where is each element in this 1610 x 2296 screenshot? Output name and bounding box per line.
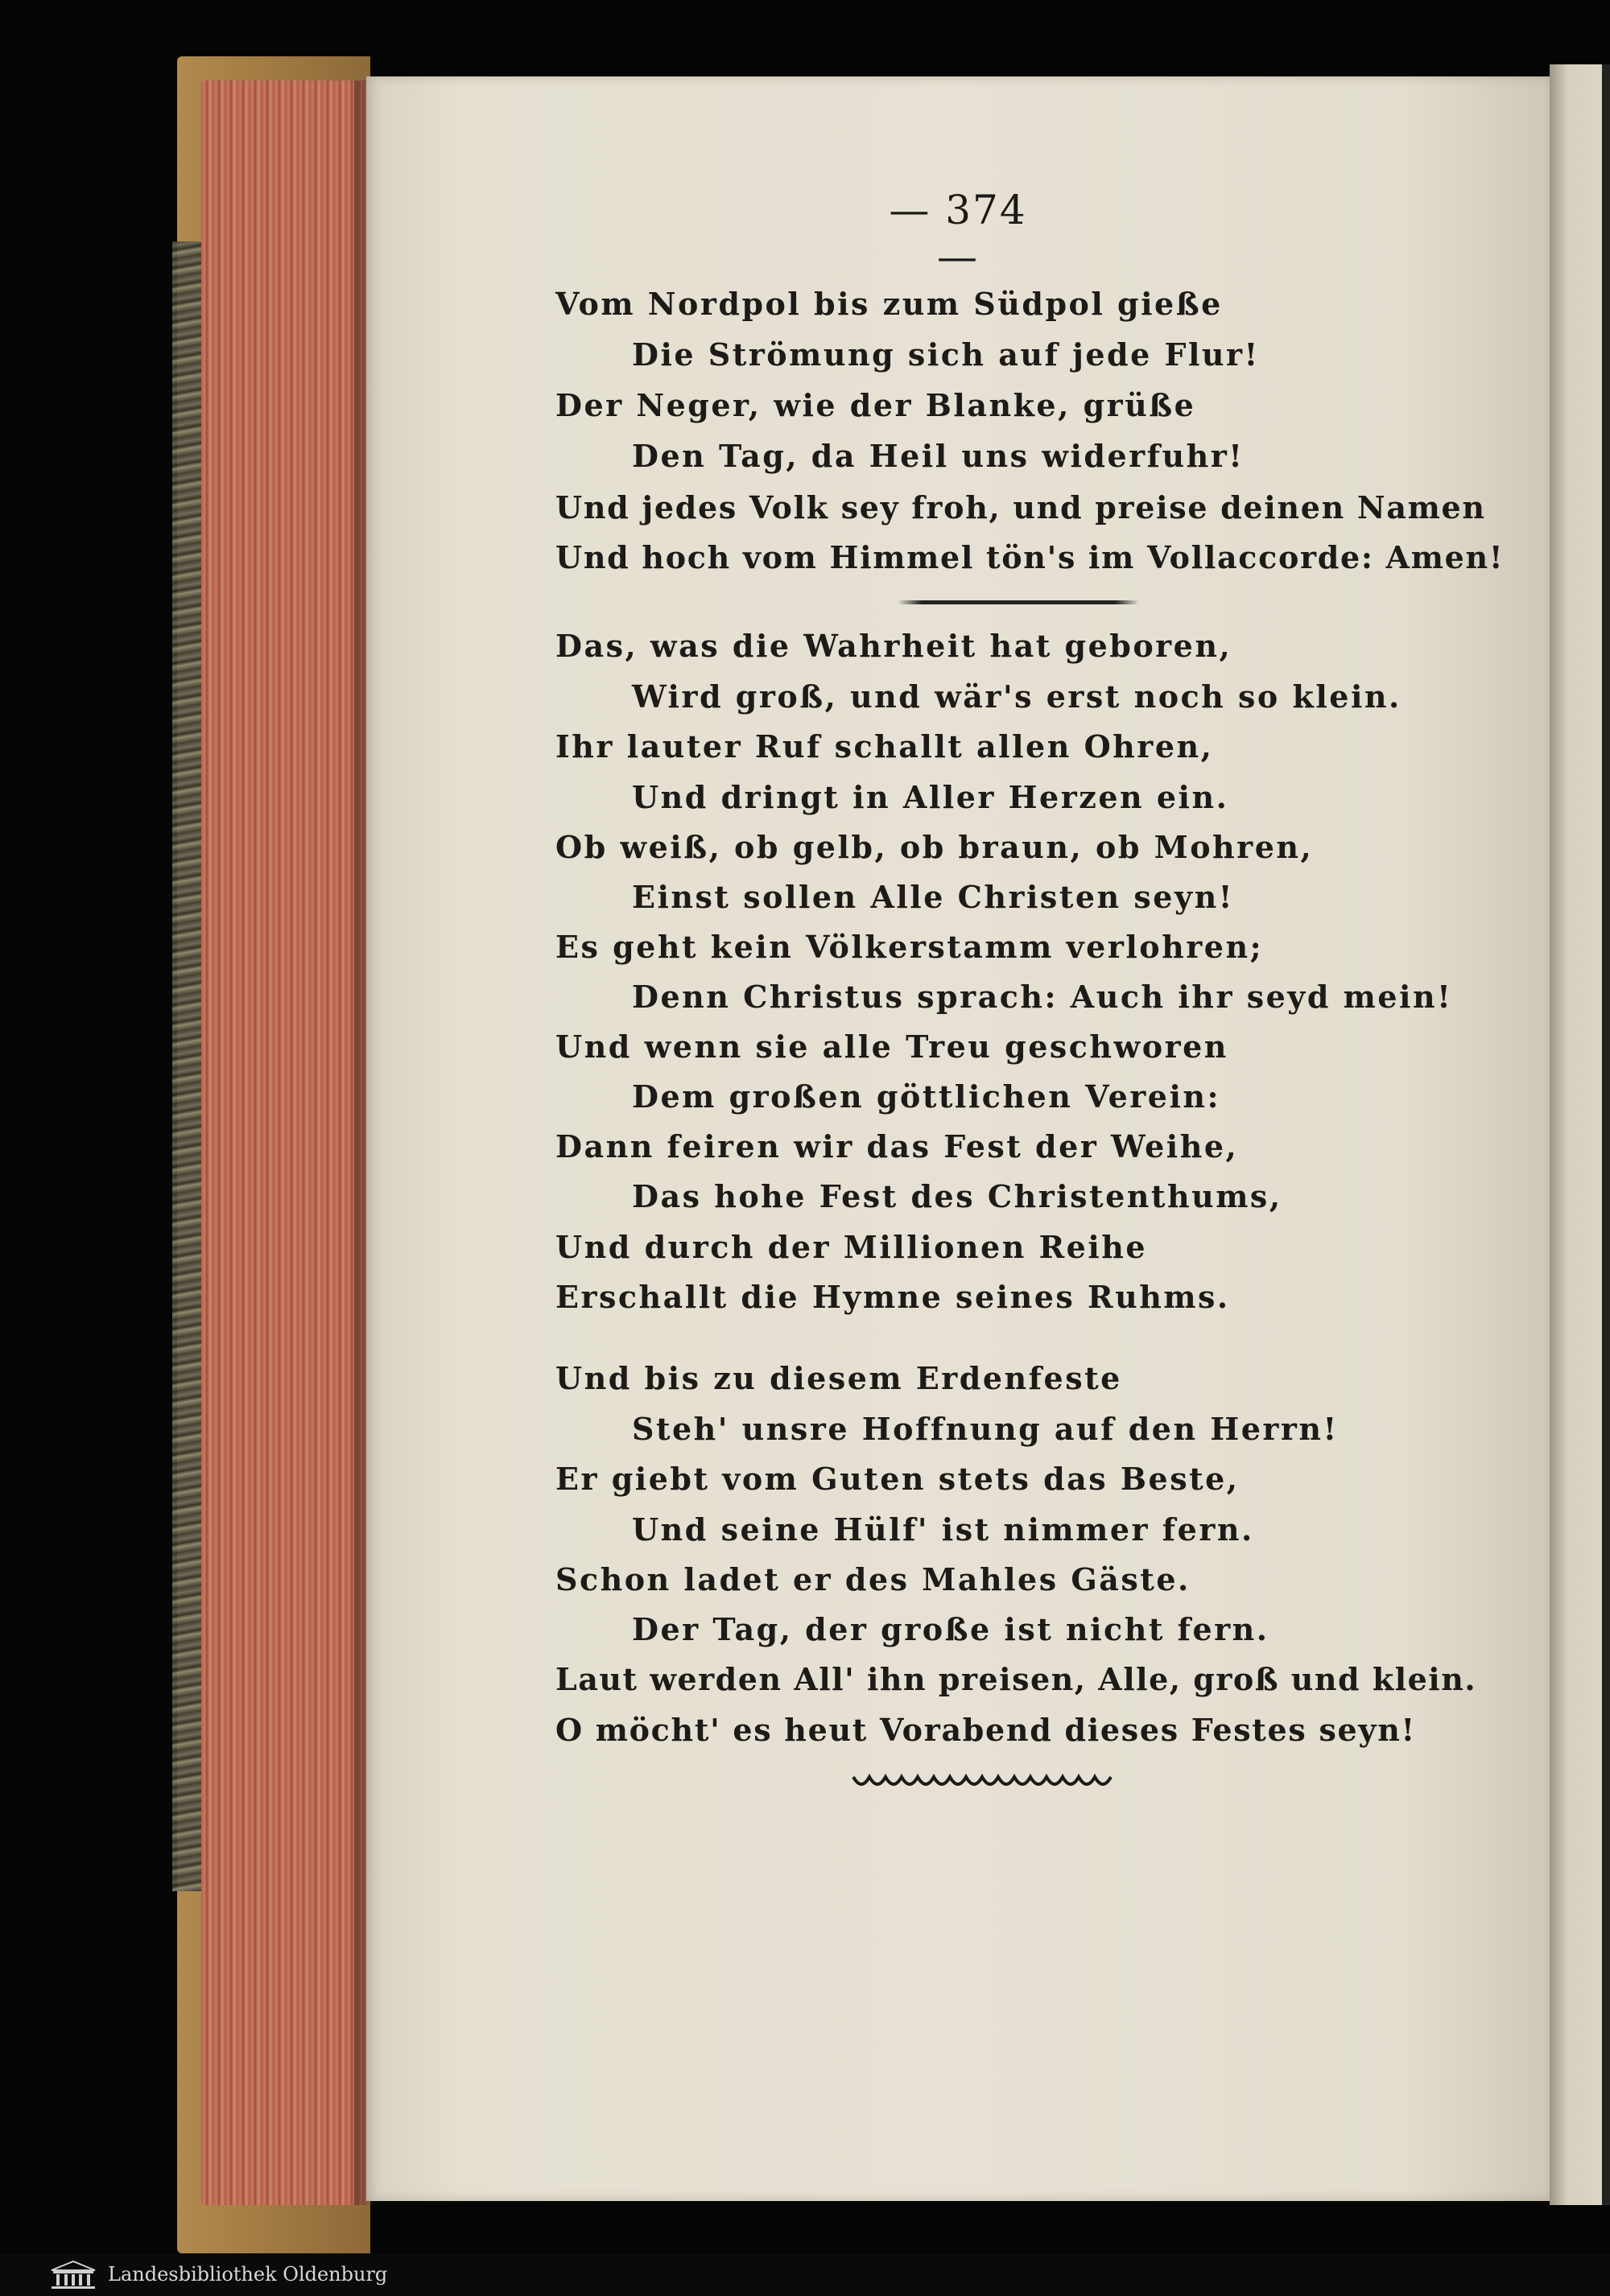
verse-line: Dem großen göttlichen Verein: bbox=[632, 1078, 1221, 1115]
verse-line: Den Tag, da Heil uns widerfuhr! bbox=[632, 438, 1245, 474]
scan-border bbox=[1602, 64, 1610, 2205]
verse-line: Das hohe Fest des Christenthums, bbox=[632, 1178, 1282, 1214]
verse-line: Dann feiren wir das Fest der Weihe, bbox=[555, 1128, 1239, 1164]
verse-line: Und jedes Volk sey froh, und preise deinen Namen bbox=[555, 489, 1486, 526]
verse-line: Und durch der Millionen Reihe bbox=[555, 1229, 1148, 1265]
verse-line: Wird groß, und wär's erst noch so klein. bbox=[632, 678, 1402, 715]
verse-line: Und wenn sie alle Treu geschworen bbox=[555, 1028, 1228, 1065]
verse-line: Laut werden All' ihn preisen, Alle, groß und klein. bbox=[555, 1661, 1477, 1697]
library-name: Landesbibliothek Oldenburg bbox=[108, 2263, 388, 2286]
page-edges bbox=[201, 80, 366, 2205]
verse-line: Denn Christus sprach: Auch ihr seyd mein! bbox=[632, 979, 1453, 1015]
page-number: — 374 — bbox=[889, 187, 1027, 280]
verse-line: O möcht' es heut Vorabend dieses Festes seyn! bbox=[555, 1712, 1416, 1748]
verse-line: Der Neger, wie der Blanke, grüße bbox=[555, 387, 1196, 423]
verse-line: Vom Nordpol bis zum Südpol gieße bbox=[555, 286, 1223, 322]
verse-line: Der Tag, der große ist nicht fern. bbox=[632, 1611, 1269, 1647]
verse-line: Ihr lauter Ruf schallt allen Ohren, bbox=[555, 728, 1214, 765]
verse-line: Schon ladet er des Mahles Gäste. bbox=[555, 1561, 1191, 1597]
verse-line: Das, was die Wahrheit hat geboren, bbox=[555, 628, 1232, 664]
facing-page-edge bbox=[1550, 64, 1610, 2205]
end-ornament bbox=[849, 1770, 1115, 1791]
verse-line: Die Strömung sich auf jede Flur! bbox=[632, 336, 1260, 373]
verse-line: Er giebt vom Guten stets das Beste, bbox=[555, 1461, 1240, 1497]
verse-line: Und seine Hülf' ist nimmer fern. bbox=[632, 1511, 1254, 1548]
verse-line: Und hoch vom Himmel tön's im Vollaccorde: Amen! bbox=[555, 539, 1505, 575]
verse-line: Es geht kein Völkerstamm verlohren; bbox=[555, 929, 1264, 965]
verse-line: Erschallt die Hymne seines Ruhms. bbox=[555, 1279, 1230, 1315]
verse-line: Und bis zu diesem Erdenfeste bbox=[555, 1360, 1122, 1396]
verse-line: Ob weiß, ob gelb, ob braun, ob Mohren, bbox=[555, 829, 1314, 865]
verse-line: Und dringt in Aller Herzen ein. bbox=[632, 779, 1229, 815]
library-building-icon bbox=[48, 2259, 98, 2290]
verse-line: Steh' unsre Hoffnung auf den Herrn! bbox=[632, 1411, 1339, 1447]
section-divider bbox=[898, 600, 1139, 604]
marbled-cover-edge bbox=[172, 241, 204, 1891]
verse-line: Einst sollen Alle Christen seyn! bbox=[632, 879, 1234, 915]
